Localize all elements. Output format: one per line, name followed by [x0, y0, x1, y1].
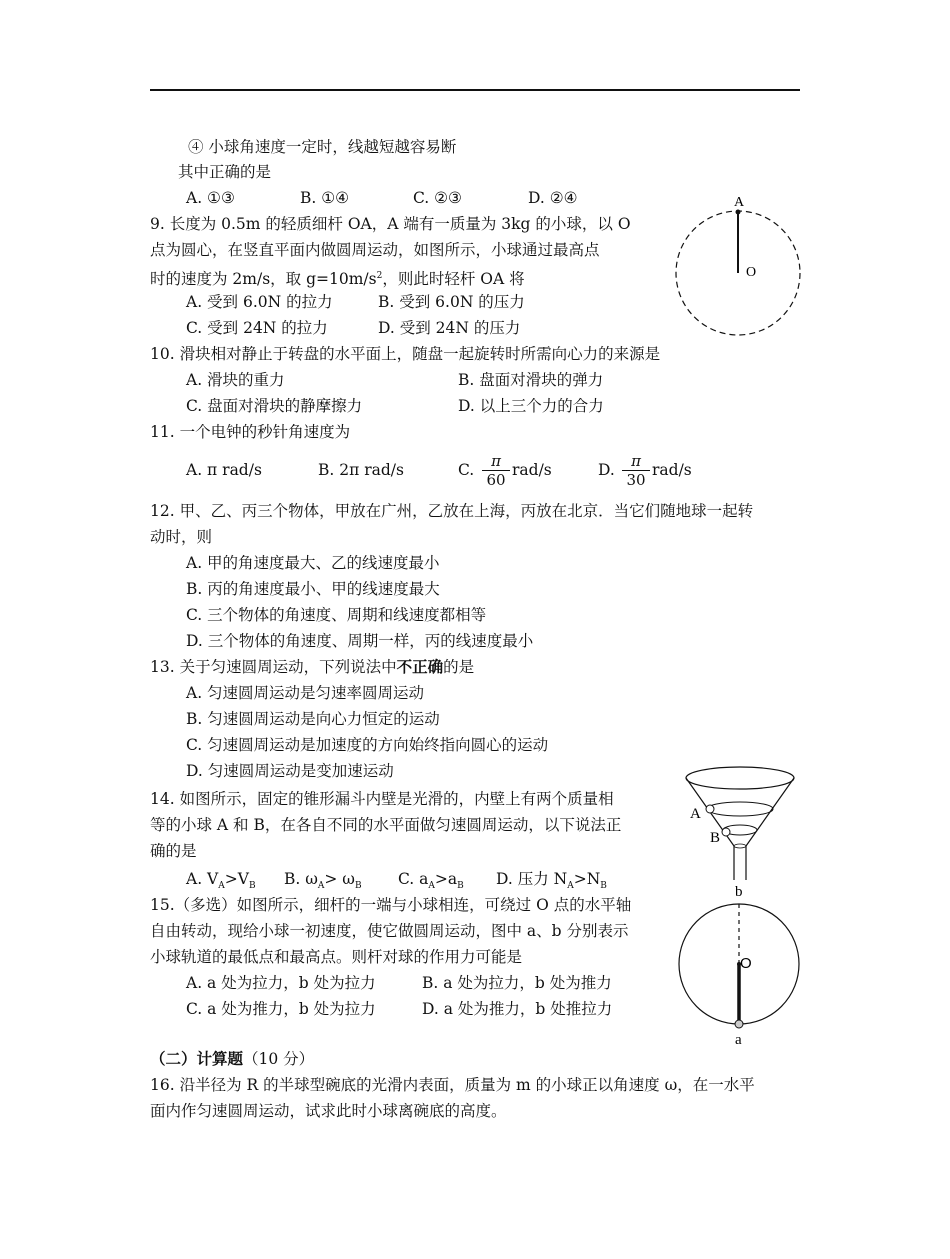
q14-option-a: A. $V_A>V_B$	[186, 870, 256, 892]
q11-c-numerator: π	[482, 452, 510, 471]
q13-option-c: C. 匀速圆周运动是加速度的方向始终指向圆心的运动	[186, 736, 549, 754]
q9-rod-circle-figure	[670, 190, 810, 345]
q9-option-c: C. 受到 24N 的拉力	[186, 319, 328, 337]
q8-prompt: 其中正确的是	[178, 163, 272, 181]
q16-line1: 16. 沿半径为 R 的半球型碗底的光滑内表面，质量为 m 的小球正以角速度 ω，在一水平	[150, 1076, 755, 1094]
q12-option-c: C. 三个物体的角速度、周期和线速度都相等	[186, 606, 487, 624]
q9-line2: 点为圆心，在竖直平面内做圆周运动，如图所示，小球通过最高点	[150, 241, 600, 259]
q8-option-d: D. ②④	[528, 189, 578, 207]
q11-d-numerator: π	[622, 452, 650, 471]
q10-option-d: D. 以上三个力的合力	[458, 397, 604, 415]
header-rule	[150, 89, 800, 91]
q9-label-o: O	[746, 265, 757, 280]
q12-line1: 12. 甲、乙、丙三个物体，甲放在广州，乙放在上海，丙放在北京．当它们随地球一起转	[150, 502, 754, 520]
q15-label-b: b	[735, 884, 743, 900]
q11-option-c-label: C.	[458, 461, 475, 479]
q12-option-d: D. 三个物体的角速度、周期一样，丙的线速度最小	[186, 632, 534, 650]
q11-option-a: A. π rad/s	[186, 461, 262, 479]
q14-label-b: B	[710, 830, 721, 846]
q8-option-b: B. ①④	[300, 189, 350, 207]
q13-option-a: A. 匀速圆周运动是匀速率圆周运动	[186, 684, 425, 702]
q10-option-b: B. 盘面对滑块的弹力	[458, 371, 604, 389]
section-2-heading: （二）计算题（10 分）	[150, 1049, 315, 1068]
q11-stem: 11. 一个电钟的秒针角速度为	[150, 423, 351, 441]
q12-option-b: B. 丙的角速度最小、甲的线速度最大	[186, 580, 440, 598]
q11-option-d-unit: rad/s	[652, 461, 692, 479]
q8-option-a: A. ①③	[186, 189, 235, 207]
q12-line2: 动时，则	[150, 528, 213, 546]
q11-option-c-fraction	[482, 452, 510, 489]
q10-option-c: C. 盘面对滑块的静摩擦力	[186, 397, 363, 415]
q9-line3: 时的速度为 2m/s，取 $g=10m/s^2$，则此时轻杆 OA 将	[150, 270, 525, 289]
q12-option-a: A. 甲的角速度最大、乙的线速度最小	[186, 554, 440, 572]
q14-line3: 确的是	[150, 842, 197, 860]
q10-stem: 10. 滑块相对静止于转盘的水平面上，随盘一起旋转时所需向心力的来源是	[150, 345, 661, 363]
q13-stem: 13. 关于匀速圆周运动，下列说法中不正确的是	[150, 657, 475, 676]
q11-d-denominator: 30	[626, 471, 646, 489]
q9-option-a: A. 受到 6.0N 的拉力	[186, 293, 333, 311]
q9-option-d: D. 受到 24N 的压力	[378, 319, 521, 337]
q8-option-c: C. ②③	[413, 189, 462, 207]
q15-option-a: A. a 处为拉力，b 处为拉力	[186, 974, 376, 992]
q14-line2: 等的小球 A 和 B，在各自不同的水平面做匀速圆周运动，以下说法正	[150, 816, 622, 834]
q11-option-b: B. 2π rad/s	[318, 461, 404, 479]
q11-option-d-label: D.	[598, 461, 615, 479]
q14-option-c: C. $a_A>a_B$	[398, 870, 464, 892]
q14-label-a: A	[690, 806, 701, 822]
q15-line3: 小球轨道的最低点和最高点。则杆对球的作用力可能是	[150, 948, 523, 966]
q11-option-d-fraction	[622, 452, 650, 489]
q8-statement-4: ④ 小球角速度一定时，线越短越容易断	[188, 138, 457, 156]
q9-line1: 9. 长度为 0.5m 的轻质细杆 OA，A 端有一质量为 3kg 的小球，以 O	[150, 215, 631, 233]
q11-c-denominator: 60	[486, 471, 506, 489]
q14-funnel-figure	[680, 762, 805, 882]
q15-option-d: D. a 处为推力，b 处推拉力	[422, 1000, 613, 1018]
q9-label-a: A	[734, 195, 745, 210]
q14-option-b: B. $\omega_A> \omega_B$	[284, 870, 362, 892]
q15-label-a: a	[735, 1032, 742, 1048]
q13-option-d: D. 匀速圆周运动是变加速运动	[186, 762, 394, 780]
q15-label-o: O	[740, 955, 752, 972]
q16-line2: 面内作匀速圆周运动，试求此时小球离碗底的高度。	[150, 1102, 507, 1120]
q14-line1: 14. 如图所示，固定的锥形漏斗内壁是光滑的，内壁上有两个质量相	[150, 790, 614, 808]
q11-option-c-unit: rad/s	[512, 461, 552, 479]
q14-option-d: D. 压力 $N_A>N_B$	[496, 870, 607, 892]
q15-line1: 15.（多选）如图所示，细杆的一端与小球相连，可绕过 O 点的水平轴	[150, 896, 632, 914]
q10-option-a: A. 滑块的重力	[186, 371, 285, 389]
q9-option-b: B. 受到 6.0N 的压力	[378, 293, 525, 311]
q15-rod-circle-figure	[672, 880, 807, 1050]
q13-emphasis: 不正确	[396, 657, 444, 676]
q15-line2: 自由转动，现给小球一初速度，使它做圆周运动，图中 a、b 分别表示	[150, 922, 629, 940]
q15-option-c: C. a 处为推力，b 处为拉力	[186, 1000, 376, 1018]
q13-option-b: B. 匀速圆周运动是向心力恒定的运动	[186, 710, 440, 728]
q15-option-b: B. a 处为拉力，b 处为推力	[422, 974, 612, 992]
